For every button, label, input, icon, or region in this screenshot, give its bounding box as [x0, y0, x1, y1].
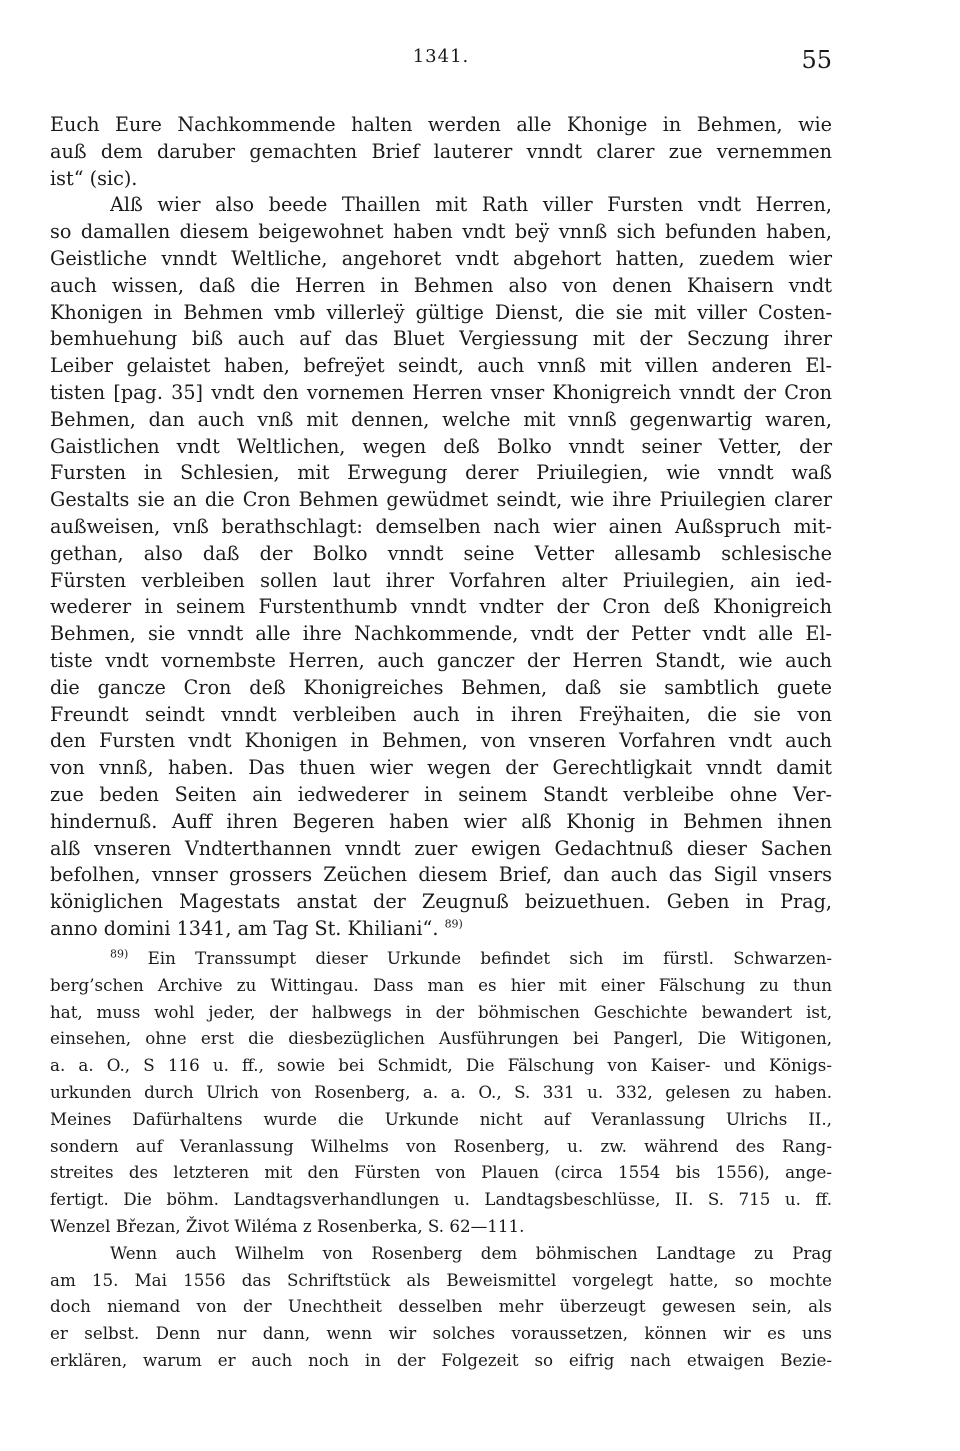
line-text: Wenn auch Wilhelm von Rosenberg dem böhmischen Landtage zu Prag: [110, 1242, 832, 1263]
footnote-line: [50, 1240, 832, 1267]
text-line: [50, 326, 832, 353]
line-text: doch niemand von der Unechtheit desselben mehr überzeugt gewesen sein, als: [50, 1296, 832, 1317]
footnote-line: [50, 1025, 832, 1052]
line-text: zue beden Seiten ain iedwederer in seinem Standt verbleibe ohne Ver-: [50, 782, 832, 806]
footnote-line: [50, 1320, 832, 1347]
line-text: von vnnß, haben. Das thuen wier wegen der Gerechtligkait vnndt damit: [50, 756, 832, 780]
line-text: Geistliche vnndt Weltliche, angehoret vndt abgehort hatten, zuedem wier: [50, 246, 832, 270]
text-line: [50, 353, 832, 380]
footnote-line: [50, 1106, 832, 1133]
text-line: [50, 862, 832, 889]
footnote-line: [50, 972, 832, 999]
page-number: 55: [801, 46, 832, 74]
text-line: [50, 541, 832, 568]
footnote-line: [50, 1347, 832, 1374]
footnote-line: [50, 1052, 832, 1079]
footnote-line: [50, 1293, 832, 1320]
text-line: [50, 675, 832, 702]
line-text: befolhen, vnnser grossers Zeüchen diesem Brief, dan auch das Sigil vnsers: [50, 863, 832, 887]
text-line: [50, 380, 832, 407]
header-year: 1341.: [412, 46, 470, 67]
line-text: einsehen, ohne erst die diesbezüglichen Ausführungen bei Pangerl, Die Witigonen,: [50, 1028, 832, 1049]
line-text: Freundt seindt vnndt verbleiben auch in ihren Freÿhaiten, die sie von: [50, 702, 832, 726]
text-line: [50, 300, 832, 327]
text-line: [50, 407, 832, 434]
text-line: [50, 166, 832, 193]
line-text: Gestalts sie an die Cron Behmen gewüdmet seindt, wie ihre Priuilegien clarer: [50, 488, 832, 512]
text-line: [50, 219, 832, 246]
line-text: a. a. O., S 116 u. ff., sowie bei Schmidt, Die Fälschung von Kaiser- und Königs-: [50, 1055, 832, 1076]
footnote-block: [50, 945, 832, 1374]
footnote-line: [50, 1159, 832, 1186]
line-text: bemhuehung biß auch auf das Bluet Vergiessung mit der Seczung ihrer: [50, 327, 832, 351]
text-line: [50, 916, 832, 943]
text-line: [50, 568, 832, 595]
footnote-marker: 89): [110, 947, 129, 961]
text-line: [50, 889, 832, 916]
text-line: [50, 273, 832, 300]
line-text: gethan, also daß der Bolko vnndt seine Vetter allesamb schlesische: [50, 541, 832, 565]
text-line: [50, 782, 832, 809]
line-text: auch wissen, daß die Herren in Behmen also von denen Khaisern vndt: [50, 273, 832, 297]
line-text: Fursten in Schlesien, mit Erwegung derer Priuilegien, wie vnndt waß: [50, 461, 832, 485]
text-line: [50, 434, 832, 461]
line-text: sondern auf Veranlassung Wilhelms von Rosenberg, u. zw. während des Rang-: [50, 1135, 832, 1156]
line-text: Fürsten verbleiben sollen laut ihrer Vorfahren alter Priuilegien, ain ied-: [50, 568, 832, 592]
text-line: [50, 246, 832, 273]
footnote-line: [50, 999, 832, 1026]
text-line: [50, 621, 832, 648]
line-text: außweisen, vnß berathschlagt: demselben nach wier ainen Außspruch mit-: [50, 514, 832, 538]
text-line: [50, 594, 832, 621]
line-text: tisten [pag. 35] vndt den vornemen Herren vnser Khonigreich vnndt der Cron: [50, 380, 832, 404]
text-line: [50, 487, 832, 514]
line-text: so damallen diesem beigewohnet haben vndt beÿ vnnß sich befunden haben,: [50, 220, 832, 244]
line-text: Behmen, dan auch vnß mit dennen, welche mit vnnß gegenwartig waren,: [50, 407, 832, 431]
text-line: [50, 112, 832, 139]
footnote-line: [50, 1186, 832, 1213]
text-line: [50, 514, 832, 541]
line-text: berg’schen Archive zu Wittingau. Dass man es hier mit einer Fälschung zu thun: [50, 974, 832, 995]
footnote-reference: 89): [444, 917, 463, 931]
line-text: am 15. Mai 1556 das Schriftstück als Beweismittel vorgelegt hatte, so mochte: [50, 1269, 832, 1290]
footnote-line: [50, 945, 832, 972]
line-text: Wenzel Březan, Život Wiléma z Rosenberka, S. 62—111.: [50, 1215, 525, 1236]
line-text: die gancze Cron deß Khonigreiches Behmen, daß sie sambtlich guete: [50, 675, 832, 699]
line-text: wederer in seinem Furstenthumb vnndt vndter der Cron deß Khonigreich: [50, 595, 832, 619]
footnote-line: [50, 1213, 832, 1240]
line-text: Leiber gelaistet haben, befreÿet seindt, auch vnnß mit villen anderen El-: [50, 354, 832, 378]
footnote-line: [50, 1133, 832, 1160]
text-line: [50, 836, 832, 863]
footnote-line: [50, 1079, 832, 1106]
line-text: erklären, warum er auch noch in der Folgezeit so eifrig nach etwaigen Bezie-: [50, 1349, 832, 1370]
line-text: Khonigen in Behmen vmb villerleÿ gültige Dienst, die sie mit viller Costen-: [50, 300, 832, 324]
line-text: Gaistlichen vndt Weltlichen, wegen deß Bolko vnndt seiner Vetter, der: [50, 434, 832, 458]
text-line: [50, 192, 832, 219]
line-text: den Fursten vndt Khonigen in Behmen, von vnseren Vorfahren vndt auch: [50, 729, 832, 753]
text-line: [50, 460, 832, 487]
line-text: er selbst. Denn nur dann, wenn wir solches voraussetzen, können wir es uns: [50, 1323, 832, 1344]
line-text: Meines Dafürhaltens wurde die Urkunde nicht auf Veranlassung Ulrichs II.,: [50, 1108, 832, 1129]
line-text: urkunden durch Ulrich von Rosenberg, a. a. O., S. 331 u. 332, gelesen zu haben.: [50, 1081, 832, 1102]
line-text: Euch Eure Nachkommende halten werden alle Khonige in Behmen, wie: [50, 113, 832, 136]
line-text: königlichen Magestats anstat der Zeugnuß beizuethuen. Geben in Prag,: [50, 890, 832, 914]
line-text: alß vnseren Vndterthannen vnndt zuer ewigen Gedachtnuß dieser Sachen: [50, 836, 832, 860]
line-text: Ein Transsumpt dieser Urkunde befindet sich im fürstl. Schwarzen-: [147, 948, 832, 968]
line-text: auß dem daruber gemachten Brief lauterer vnndt clarer zue vernemmen: [50, 139, 832, 163]
line-text: anno domini 1341, am Tag St. Khiliani“.: [50, 916, 439, 940]
line-text: hindernuß. Auff ihren Begeren haben wier alß Khonig in Behmen ihnen: [50, 809, 832, 833]
main-text-block: [50, 112, 832, 943]
line-text: fertigt. Die böhm. Landtagsverhandlungen u. Landtagsbeschlüsse, II. S. 715 u. ff.: [50, 1189, 832, 1210]
running-header: [50, 46, 832, 76]
footnote-line: [50, 1267, 832, 1294]
text-line: [50, 139, 832, 166]
text-line: [50, 728, 832, 755]
line-text: Alß wier also beede Thaillen mit Rath viller Fursten vndt Herren,: [110, 193, 832, 217]
line-text: hat, muss wohl jeder, der halbwegs in der böhmischen Geschichte bewandert ist,: [50, 1001, 832, 1022]
line-text: streites des letzteren mit den Fürsten von Plauen (circa 1554 bis 1556), ange-: [50, 1162, 832, 1183]
text-line: [50, 648, 832, 675]
text-line: [50, 702, 832, 729]
line-text: ist“ (sic).: [50, 166, 138, 190]
text-line: [50, 809, 832, 836]
line-text: tiste vndt vornembste Herren, auch ganczer der Herren Standt, wie auch: [50, 648, 832, 672]
text-line: [50, 755, 832, 782]
line-text: Behmen, sie vnndt alle ihre Nachkommende, vndt der Petter vndt alle El-: [50, 622, 832, 646]
